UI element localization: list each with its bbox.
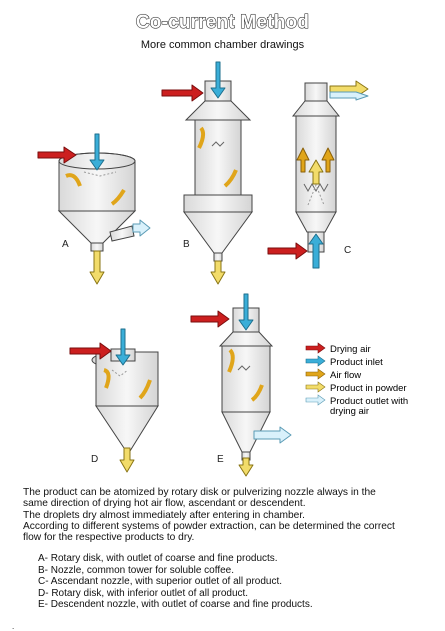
chamber-label-e: E bbox=[217, 454, 224, 465]
legend-item-product-inlet bbox=[306, 356, 383, 368]
legend-item-air-flow bbox=[306, 369, 361, 381]
svg-text:Product in powder: Product in powder bbox=[330, 383, 407, 394]
list-item: B- Nozzle, common tower for soluble coffee. bbox=[38, 564, 235, 576]
product-powder-arrow-icon bbox=[90, 251, 104, 284]
page-subtitle: More common chamber drawings bbox=[140, 39, 305, 51]
legend-item-product-outlet bbox=[306, 395, 408, 417]
drying-air-arrow-icon bbox=[191, 311, 229, 327]
drying-air-arrow-icon bbox=[162, 85, 203, 101]
svg-text:Product outlet with: Product outlet with bbox=[330, 396, 409, 407]
product-powder-arrow-icon bbox=[211, 261, 225, 284]
list-item: C- Ascendant nozzle, with superior outlet of all product. bbox=[38, 576, 283, 588]
chamber-label-c: C bbox=[344, 245, 352, 256]
description-line: The product can be atomized by rotary disk or pulverizing nozzle always in the bbox=[23, 487, 376, 498]
legend-item-drying-air bbox=[306, 343, 371, 355]
svg-text:Air flow: Air flow bbox=[330, 370, 362, 381]
drying-air-arrow-icon bbox=[306, 343, 325, 353]
chamber-label-a: A bbox=[62, 239, 69, 250]
description-paragraph bbox=[23, 487, 438, 543]
legend-item-product-powder bbox=[306, 382, 407, 394]
air-flow-arrow-icon bbox=[306, 369, 325, 379]
list-item: A- Rotary disk, with outlet of coarse and fine products. bbox=[38, 553, 278, 564]
legend bbox=[306, 343, 408, 417]
description-line: flow for the respective products to dry. bbox=[23, 532, 195, 544]
product-powder-arrow-icon bbox=[239, 458, 253, 476]
svg-text:drying air: drying air bbox=[330, 406, 370, 417]
list-item: D- Rotary disk, with inferior outlet of all product. bbox=[38, 587, 249, 599]
product-powder-arrow-icon bbox=[120, 448, 134, 472]
description-line: The droplets dry almost immediately after entering in chamber. bbox=[23, 509, 305, 521]
svg-text:Drying air: Drying air bbox=[330, 344, 371, 355]
description-line: According to different systems of powder extraction, can be determined the correct bbox=[23, 520, 395, 532]
footer-mark: . bbox=[12, 622, 15, 631]
chamber-type-list bbox=[38, 553, 313, 611]
chamber-d bbox=[92, 349, 158, 451]
chamber-b bbox=[184, 81, 252, 261]
description-line: same direction of drying hot air flow, ascendant or descendent. bbox=[23, 498, 306, 510]
product-outlet-arrow-icon bbox=[133, 220, 150, 236]
chamber-label-b: B bbox=[183, 239, 190, 250]
svg-text:Product inlet: Product inlet bbox=[330, 357, 383, 368]
product-outlet-arrow-icon bbox=[306, 395, 325, 405]
page-title: Co-current Method bbox=[135, 12, 310, 33]
product-inlet-arrow-icon bbox=[306, 356, 325, 366]
list-item: E- Descendent nozzle, with outlet of coarse and fine products. bbox=[38, 599, 313, 611]
product-powder-arrow-icon bbox=[306, 382, 325, 392]
drying-air-arrow-icon bbox=[268, 243, 307, 259]
chamber-label-d: D bbox=[91, 454, 99, 465]
